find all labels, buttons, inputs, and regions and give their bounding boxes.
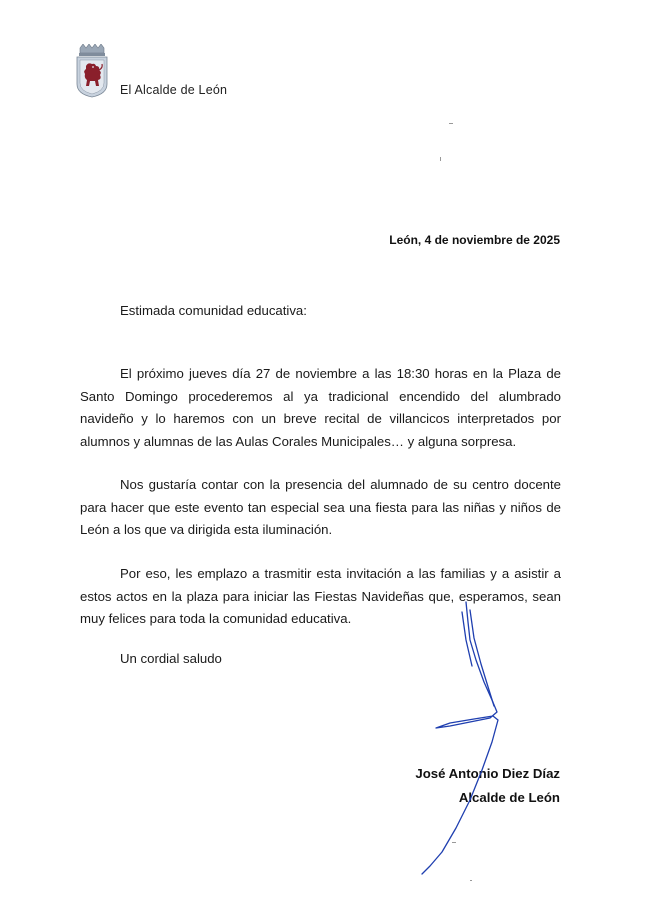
signer-role: Alcalde de León — [458, 790, 560, 805]
scan-speck — [449, 123, 453, 124]
scan-speck — [440, 157, 441, 161]
body-paragraph: El próximo jueves día 27 de noviembre a las 18:30 horas en la Plaza de Santo Domingo procederemos al ya tradicional encendido del alumbrado navideño y lo haremos con un breve recital de villancicos interpretados por alumnos y alumnas de las Aulas Corales Municipales… y alguna sorpresa. — [80, 366, 561, 449]
scan-speck — [470, 880, 472, 881]
office-title: El Alcalde de León — [120, 83, 228, 97]
letter-date: León, 4 de noviembre de 2025 — [389, 233, 560, 247]
signer-name: José Antonio Diez Díaz — [415, 766, 560, 781]
salutation: Estimada comunidad educativa: — [120, 303, 307, 318]
scan-speck — [452, 842, 456, 843]
closing-salutation: Un cordial saludo — [120, 651, 222, 666]
body-paragraph: Nos gustaría contar con la presencia del alumnado de su centro docente para hacer que este evento tan especial sea una fiesta para las niñas y niños de León a los que va dirigida esta iluminación. — [80, 477, 561, 537]
leon-lion-crest-icon — [74, 44, 110, 98]
body-paragraph: Por eso, les emplazo a trasmitir esta invitación a las familias y a asistir a estos actos en la plaza para iniciar las Fiestas Navideñas que, esperamos, sean muy felices para toda la comunidad educativa. — [80, 566, 561, 626]
